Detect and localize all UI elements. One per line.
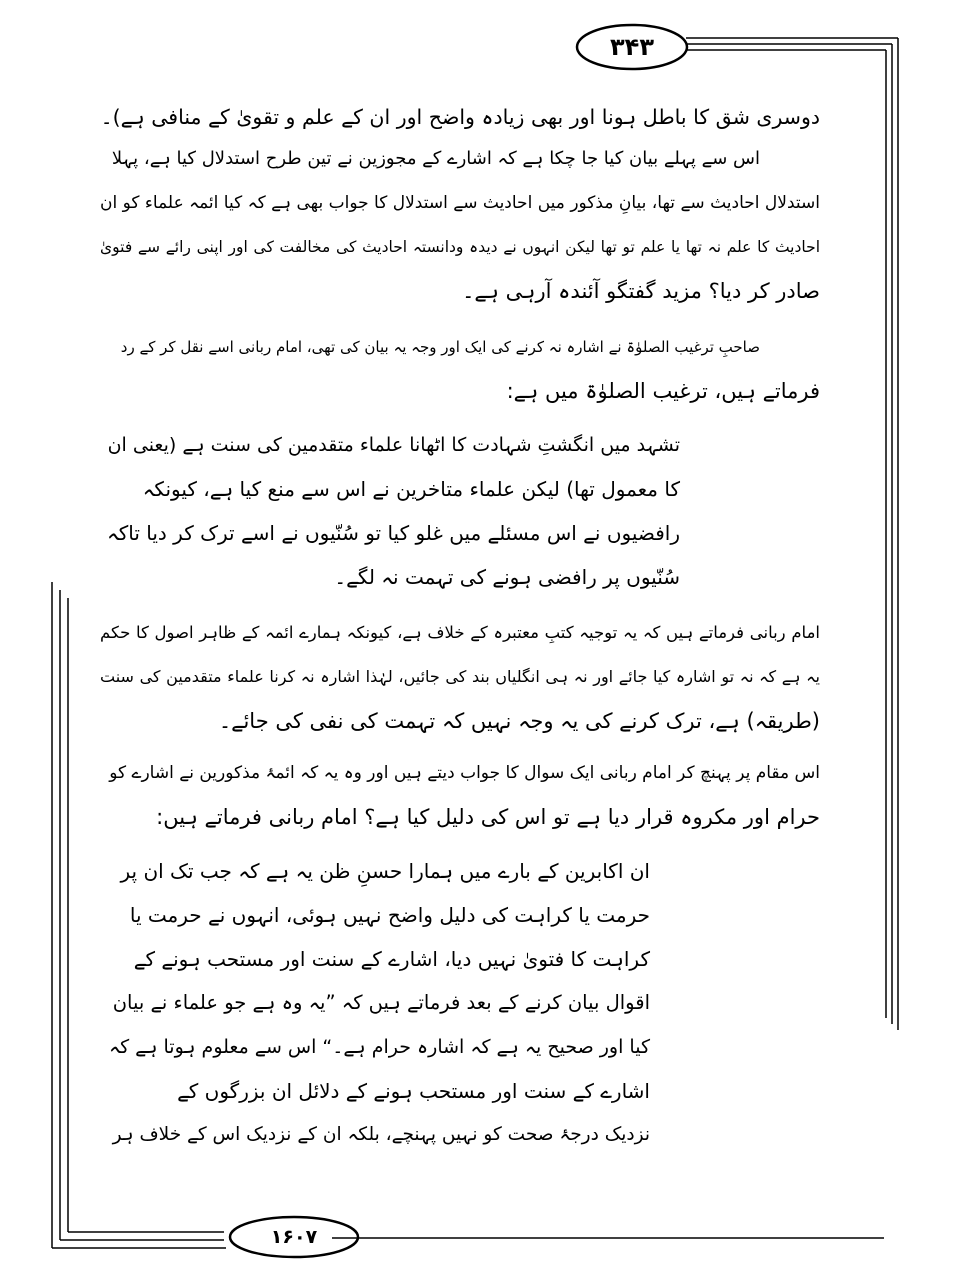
paragraph-line: صادر کر دیا؟ مزید گفتگو آئندہ آرہی ہے۔: [462, 279, 820, 303]
paragraph-line: فرماتے ہیں، ترغیب الصلوٰۃ میں ہے:: [506, 379, 820, 403]
paragraph-line: یہ ہے کہ نہ تو اشارہ کیا جائے اور نہ ہی انگلیاں بند کی جائیں، لہٰذا اشارہ نہ کرنا علماء متقدمین کی سنت: [100, 667, 820, 686]
quote-line: سُنّیوں پر رافضی ہونے کی تہمت نہ لگے۔: [334, 565, 680, 589]
paragraph-line: اس مقام پر پہنچ کر امام ربانی ایک سوال کا جواب دیتے ہیں اور وہ یہ کہ ائمۂ مذکورین نے اشارے کو: [109, 763, 820, 783]
paragraph-line: استدلال احادیث سے تھا، بیانِ مذکور میں احادیث سے استدلال کا جواب بھی ہے کہ کیا ائمہ علماء کو ان: [100, 193, 820, 213]
paragraph-line: دوسری شق کا باطل ہونا اور بھی زیادہ واضح اور ان کے علم و تقویٰ کے منافی ہے)۔: [100, 105, 820, 129]
quote-line: نزدیک درجۂ صحت کو نہیں پہنچے، بلکہ ان کے نزدیک اس کے خلاف ہر: [112, 1124, 650, 1145]
quote-line: رافضیوں نے اس مسئلے میں غلو کیا تو سُنّیوں نے اسے ترک کر دیا تاکہ: [107, 521, 680, 545]
quote-line: کیا اور صحیح یہ ہے کہ اشارہ حرام ہے۔“ اس سے معلوم ہوتا ہے کہ: [108, 1036, 650, 1058]
paragraph-line: (طریقہ) ہے، ترک کرنے کی یہ وجہ نہیں کہ تہمت کی نفی کی جائے۔: [218, 709, 820, 733]
paragraph-line: اس سے پہلے بیان کیا جا چکا ہے کہ اشارے کے مجوزین نے تین طرح استدلال کیا ہے، پہلا: [111, 148, 760, 169]
quote-line: کا معمول تھا) لیکن علماء متاخرین نے اس سے منع کیا ہے، کیونکہ: [142, 477, 680, 501]
quote-line: حرمت یا کراہت کی دلیل واضح نہیں ہوئی، انہوں نے حرمت یا: [129, 903, 650, 927]
paragraph-line: امام ربانی فرماتے ہیں کہ یہ توجیہ کتبِ معتبرہ کے خلاف ہے، کیونکہ ہمارے ائمہ کے ظاہر اصول کا حکم: [100, 623, 820, 642]
paragraph-line: احادیث کا علم نہ تھا یا علم تو تھا لیکن انہوں نے دیدہ ودانستہ احادیث کی مخالفت کی اور اپنی رائے سے فتویٰ: [100, 238, 820, 256]
quote-line: اشارے کے سنت اور مستحب ہونے کے دلائل ان بزرگوں کے: [177, 1079, 650, 1103]
footer-page-number: ۱۶۰۷: [270, 1226, 318, 1248]
paragraph-line: حرام اور مکروہ قرار دیا ہے تو اس کی دلیل کیا ہے؟ امام ربانی فرماتے ہیں:: [156, 805, 820, 829]
quote-line: کراہت کا فتویٰ نہیں دیا، اشارے کے سنت اور مستحب ہونے کے: [133, 947, 650, 971]
paragraph-line: صاحبِ ترغیب الصلوٰۃ نے اشارہ نہ کرنے کی ایک اور وجہ یہ بیان کی تھی، امام ربانی اسے نقل کر کے رد: [120, 338, 760, 356]
quote-line: تشہد میں انگشتِ شہادت کا اٹھانا علماء متقدمین کی سنت ہے (یعنی ان: [107, 434, 680, 456]
page-number: ۳۴۳: [610, 33, 654, 61]
quote-line: اقوال بیان کرنے کے بعد فرماتے ہیں کہ ”یہ وہ ہے جو علماء نے بیان: [112, 991, 650, 1014]
quote-line: ان اکابرین کے بارے میں ہمارا حسنِ ظن یہ ہے کہ جب تک ان پر: [120, 859, 650, 883]
